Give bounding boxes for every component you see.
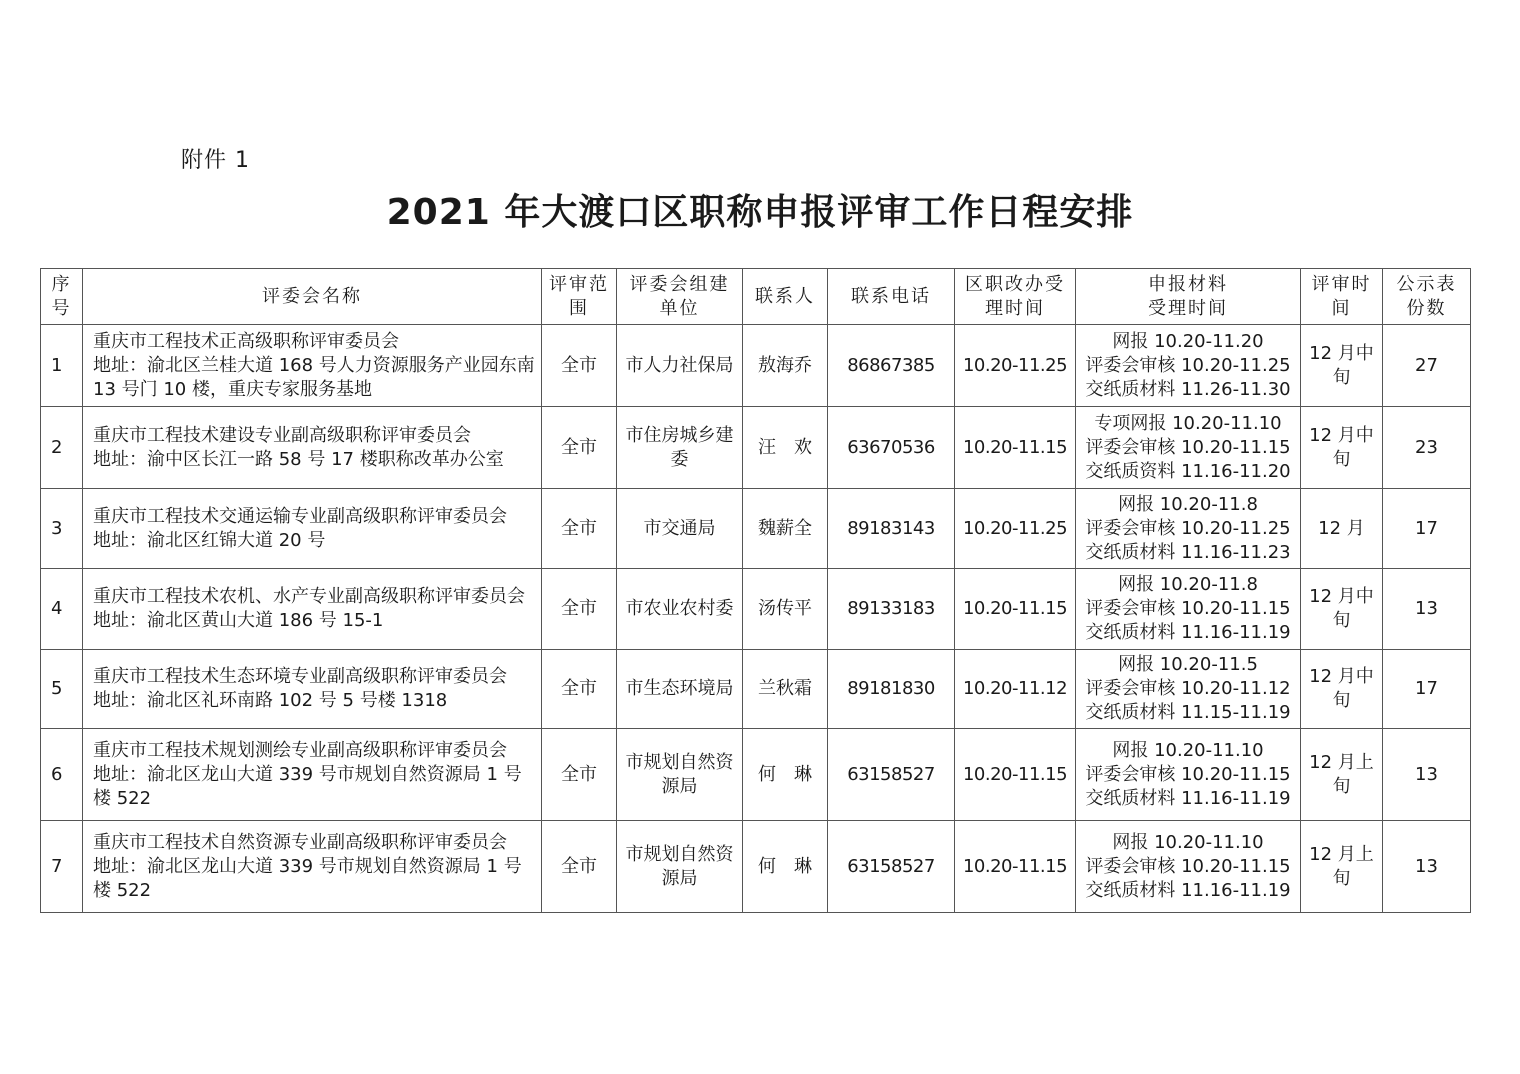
materials-line: 评委会审核 10.20-11.15 bbox=[1085, 436, 1291, 458]
table-row bbox=[41, 650, 1471, 729]
materials-line: 评委会审核 10.20-11.25 bbox=[1085, 517, 1291, 539]
header-phone: 联系电话 bbox=[828, 269, 955, 325]
header-materials bbox=[1076, 269, 1301, 325]
row-index: 1 bbox=[41, 325, 83, 407]
table-row bbox=[41, 489, 1471, 569]
materials-line: 交纸质材料 11.16-11.19 bbox=[1085, 787, 1291, 809]
review-time-cell: 12 月中旬 bbox=[1301, 325, 1383, 407]
materials-line: 评委会审核 10.20-11.15 bbox=[1085, 855, 1291, 877]
contact-cell: 汤传平 bbox=[743, 569, 828, 650]
committee-name: 重庆市工程技术交通运输专业副高级职称评审委员会 bbox=[93, 505, 507, 527]
header-publicity-count: 公示表份数 bbox=[1383, 269, 1471, 325]
publicity-count-cell: 17 bbox=[1383, 489, 1471, 569]
organizer-cell: 市生态环境局 bbox=[617, 650, 743, 729]
review-time-cell: 12 月中旬 bbox=[1301, 569, 1383, 650]
header-contact: 联系人 bbox=[743, 269, 828, 325]
attachment-label: 附件 1 bbox=[181, 148, 250, 173]
committee-name: 重庆市工程技术正高级职称评审委员会 bbox=[93, 330, 399, 352]
materials-line: 交纸质材料 11.26-11.30 bbox=[1085, 378, 1291, 400]
materials-line: 评委会审核 10.20-11.15 bbox=[1085, 598, 1291, 619]
contact-cell: 何 琳 bbox=[743, 821, 828, 913]
committee-cell bbox=[83, 821, 542, 913]
materials-cell bbox=[1076, 407, 1301, 489]
materials-line: 交纸质资料 11.16-11.20 bbox=[1085, 460, 1291, 482]
scope-cell: 全市 bbox=[542, 325, 617, 407]
committee-address: 地址：渝北区黄山大道 186 号 15-1 bbox=[93, 610, 384, 631]
materials-cell bbox=[1076, 489, 1301, 569]
header-review-time: 评审时间 bbox=[1301, 269, 1383, 325]
contact-cell: 何 琳 bbox=[743, 729, 828, 821]
table-header-row bbox=[41, 269, 1471, 325]
organizer-cell: 市住房城乡建委 bbox=[617, 407, 743, 489]
committee-cell bbox=[83, 325, 542, 407]
review-time-cell: 12 月 bbox=[1301, 489, 1383, 569]
row-index: 5 bbox=[41, 650, 83, 729]
materials-cell bbox=[1076, 729, 1301, 821]
materials-line: 交纸质材料 11.16-11.19 bbox=[1085, 879, 1291, 901]
organizer-cell: 市人力社保局 bbox=[617, 325, 743, 407]
review-time-cell: 12 月上旬 bbox=[1301, 821, 1383, 913]
row-index: 7 bbox=[41, 821, 83, 913]
table-row bbox=[41, 325, 1471, 407]
organizer-cell: 市规划自然资源局 bbox=[617, 729, 743, 821]
row-index: 4 bbox=[41, 569, 83, 650]
materials-cell bbox=[1076, 650, 1301, 729]
phone-cell: 89183143 bbox=[828, 489, 955, 569]
organizer-cell: 市交通局 bbox=[617, 489, 743, 569]
materials-line: 网报 10.20-11.5 bbox=[1118, 654, 1258, 675]
committee-cell bbox=[83, 407, 542, 489]
scope-cell: 全市 bbox=[542, 650, 617, 729]
publicity-count-cell: 13 bbox=[1383, 569, 1471, 650]
committee-cell bbox=[83, 489, 542, 569]
table-row bbox=[41, 407, 1471, 489]
phone-cell: 89133183 bbox=[828, 569, 955, 650]
phone-cell: 63158527 bbox=[828, 729, 955, 821]
header-scope: 评审范围 bbox=[542, 269, 617, 325]
publicity-count-cell: 13 bbox=[1383, 729, 1471, 821]
committee-name: 重庆市工程技术生态环境专业副高级职称评审委员会 bbox=[93, 666, 507, 687]
review-time-cell: 12 月中旬 bbox=[1301, 650, 1383, 729]
district-time-cell: 10.20-11.15 bbox=[955, 729, 1076, 821]
committee-cell bbox=[83, 729, 542, 821]
organizer-cell: 市规划自然资源局 bbox=[617, 821, 743, 913]
scope-cell: 全市 bbox=[542, 407, 617, 489]
committee-cell bbox=[83, 650, 542, 729]
committee-name: 重庆市工程技术建设专业副高级职称评审委员会 bbox=[93, 424, 471, 446]
schedule-table bbox=[40, 268, 1471, 913]
publicity-count-cell: 13 bbox=[1383, 821, 1471, 913]
publicity-count-cell: 27 bbox=[1383, 325, 1471, 407]
review-time-cell: 12 月中旬 bbox=[1301, 407, 1383, 489]
phone-cell: 86867385 bbox=[828, 325, 955, 407]
materials-line: 网报 10.20-11.20 bbox=[1112, 330, 1264, 352]
committee-address: 地址：渝北区兰桂大道 168 号人力资源服务产业园东南 13 号门 10 楼，重庆专家服务基地 bbox=[93, 354, 535, 400]
table-row bbox=[41, 821, 1471, 913]
committee-address: 地址：渝北区龙山大道 339 号市规划自然资源局 1 号楼 522 bbox=[93, 855, 522, 901]
district-time-cell: 10.20-11.12 bbox=[955, 650, 1076, 729]
phone-cell: 63158527 bbox=[828, 821, 955, 913]
publicity-count-cell: 17 bbox=[1383, 650, 1471, 729]
materials-line: 网报 10.20-11.8 bbox=[1118, 574, 1258, 595]
materials-line: 网报 10.20-11.10 bbox=[1112, 739, 1264, 761]
header-organizer: 评委会组建单位 bbox=[617, 269, 743, 325]
materials-line: 评委会审核 10.20-11.12 bbox=[1085, 678, 1291, 699]
scope-cell: 全市 bbox=[542, 821, 617, 913]
organizer-cell: 市农业农村委 bbox=[617, 569, 743, 650]
committee-address: 地址：渝北区龙山大道 339 号市规划自然资源局 1 号楼 522 bbox=[93, 763, 522, 809]
materials-cell bbox=[1076, 325, 1301, 407]
committee-address: 地址：渝北区礼环南路 102 号 5 号楼 1318 bbox=[93, 690, 448, 711]
committee-cell bbox=[83, 569, 542, 650]
header-district-time: 区职改办受理时间 bbox=[955, 269, 1076, 325]
header-index: 序号 bbox=[41, 269, 83, 325]
materials-line: 交纸质材料 11.16-11.19 bbox=[1085, 622, 1291, 643]
materials-line: 网报 10.20-11.10 bbox=[1112, 831, 1264, 853]
committee-name: 重庆市工程技术农机、水产专业副高级职称评审委员会 bbox=[93, 586, 525, 607]
materials-cell bbox=[1076, 569, 1301, 650]
materials-line: 交纸质材料 11.15-11.19 bbox=[1085, 702, 1291, 723]
scope-cell: 全市 bbox=[542, 569, 617, 650]
materials-line: 网报 10.20-11.8 bbox=[1118, 493, 1258, 515]
materials-cell bbox=[1076, 821, 1301, 913]
district-time-cell: 10.20-11.15 bbox=[955, 821, 1076, 913]
committee-address: 地址：渝北区红锦大道 20 号 bbox=[93, 529, 326, 551]
table-row bbox=[41, 729, 1471, 821]
row-index: 2 bbox=[41, 407, 83, 489]
contact-cell: 敖海乔 bbox=[743, 325, 828, 407]
table-row bbox=[41, 569, 1471, 650]
phone-cell: 63670536 bbox=[828, 407, 955, 489]
committee-name: 重庆市工程技术自然资源专业副高级职称评审委员会 bbox=[93, 831, 507, 853]
materials-line: 交纸质材料 11.16-11.23 bbox=[1085, 541, 1291, 563]
materials-line: 专项网报 10.20-11.10 bbox=[1094, 412, 1282, 434]
committee-name: 重庆市工程技术规划测绘专业副高级职称评审委员会 bbox=[93, 739, 507, 761]
row-index: 6 bbox=[41, 729, 83, 821]
publicity-count-cell: 23 bbox=[1383, 407, 1471, 489]
phone-cell: 89181830 bbox=[828, 650, 955, 729]
review-time-cell: 12 月上旬 bbox=[1301, 729, 1383, 821]
district-time-cell: 10.20-11.15 bbox=[955, 407, 1076, 489]
contact-cell: 汪 欢 bbox=[743, 407, 828, 489]
district-time-cell: 10.20-11.25 bbox=[955, 325, 1076, 407]
contact-cell: 魏薪全 bbox=[743, 489, 828, 569]
scope-cell: 全市 bbox=[542, 489, 617, 569]
document-title: 2021 年大渡口区职称申报评审工作日程安排 bbox=[386, 192, 1134, 233]
header-committee: 评委会名称 bbox=[83, 269, 542, 325]
committee-address: 地址：渝中区长江一路 58 号 17 楼职称改革办公室 bbox=[93, 448, 504, 470]
materials-line: 评委会审核 10.20-11.15 bbox=[1085, 763, 1291, 785]
district-time-cell: 10.20-11.15 bbox=[955, 569, 1076, 650]
materials-line: 评委会审核 10.20-11.25 bbox=[1085, 354, 1291, 376]
contact-cell: 兰秋霜 bbox=[743, 650, 828, 729]
district-time-cell: 10.20-11.25 bbox=[955, 489, 1076, 569]
header-materials-line: 受理时间 bbox=[1148, 297, 1228, 319]
header-materials-line: 申报材料 bbox=[1148, 273, 1228, 295]
row-index: 3 bbox=[41, 489, 83, 569]
scope-cell: 全市 bbox=[542, 729, 617, 821]
